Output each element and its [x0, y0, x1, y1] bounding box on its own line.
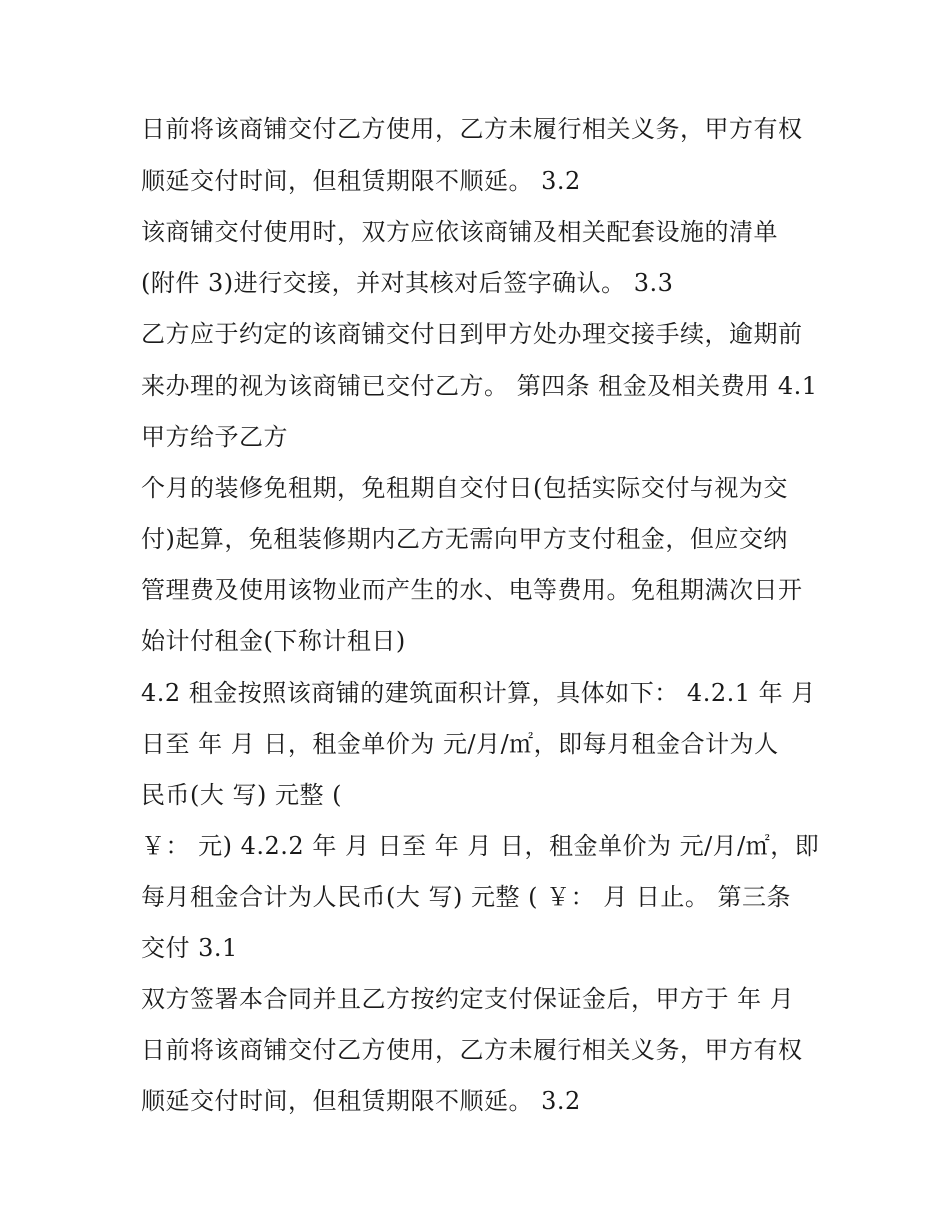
text-line: 双方签署本合同并且乙方按约定支付保证金后，甲方于 年 月	[141, 985, 795, 1013]
text-line: 日前将该商铺交付乙方使用，乙方未履行相关义务，甲方有权	[141, 1036, 803, 1064]
text-line: 日至 年 月 日，租金单价为 元/月/㎡，即每月租金合计为人	[141, 730, 779, 758]
text-line: 日前将该商铺交付乙方使用，乙方未履行相关义务，甲方有权	[141, 115, 803, 143]
text-line: 个月的装修免租期，免租期自交付日(包括实际交付与视为交	[141, 474, 788, 502]
text-line: 该商铺交付使用时，双方应依该商铺及相关配套设施的清单	[141, 218, 778, 246]
text-line: 管理费及使用该物业而产生的水、电等费用。免租期满次日开	[141, 576, 803, 604]
text-line: 顺延交付时间，但租赁期限不顺延。 3.2	[141, 167, 581, 195]
text-line: 来办理的视为该商铺已交付乙方。 第四条 租金及相关费用 4.1	[141, 372, 818, 400]
text-line: 每月租金合计为人民币(大 写) 元整 ( ￥： 月 日止。 第三条	[141, 883, 791, 911]
text-line: 交付 3.1	[141, 934, 238, 962]
text-line: 顺延交付时间，但租赁期限不顺延。 3.2	[141, 1087, 581, 1115]
text-line: 乙方应于约定的该商铺交付日到甲方处办理交接手续，逾期前	[141, 320, 803, 348]
text-line: (附件 3)进行交接，并对其核对后签字确认。 3.3	[141, 269, 674, 297]
text-line: ￥： 元) 4.2.2 年 月 日至 年 月 日，租金单价为 元/月/㎡，即	[141, 832, 820, 860]
text-line: 始计付租金(下称计租日)	[141, 627, 406, 655]
text-line: 付)起算，免租装修期内乙方无需向甲方支付租金，但应交纳	[141, 525, 788, 553]
text-line: 4.2 租金按照该商铺的建筑面积计算，具体如下： 4.2.1 年 月	[141, 679, 816, 707]
text-line: 甲方给予乙方	[141, 423, 288, 451]
text-line: 民币(大 写) 元整 (	[141, 781, 342, 809]
